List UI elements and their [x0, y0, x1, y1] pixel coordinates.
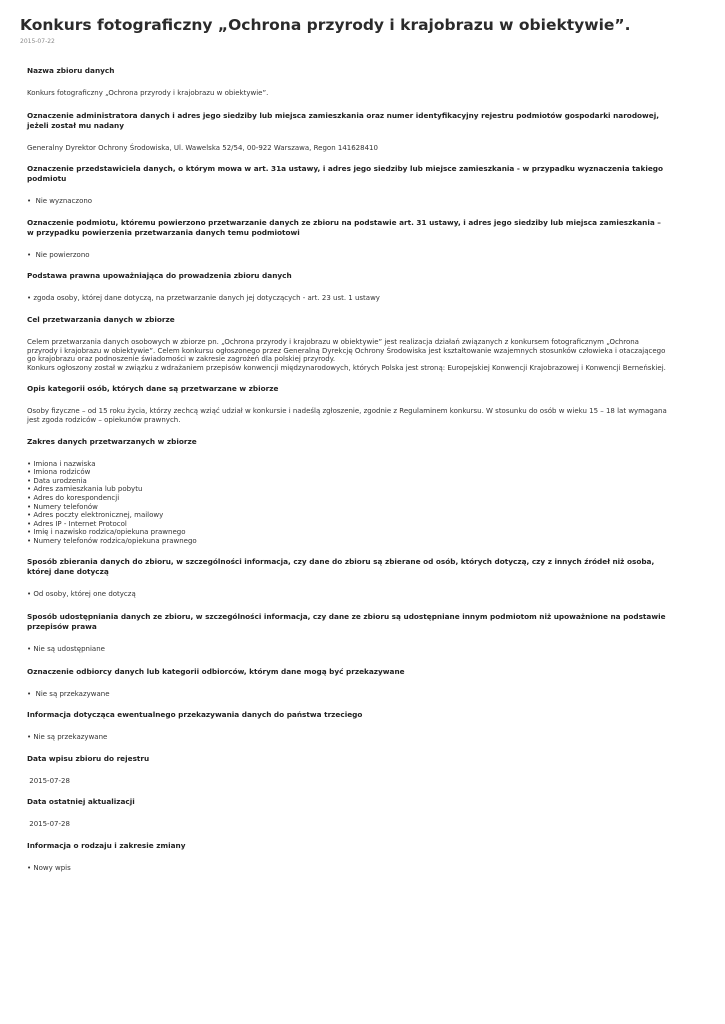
section-value [27, 690, 667, 699]
value-text: • Nie powierzono [27, 250, 90, 259]
list-item: • Adres IP - Internet Protocol [27, 519, 127, 528]
section-value [27, 590, 667, 599]
page-title: Konkurs fotograficzny „Ochrona przyrody i krajobrazu w obiektywie”. [20, 16, 631, 34]
section-heading: Oznaczenie administratora danych i adres jego siedziby lub miejsca zamieszkania oraz numer identyfikacyjny rejestru podmiotów gospodarki narodowej, jeżeli został mu nadany [27, 110, 660, 130]
section-heading: Oznaczenie przedstawiciela danych, o którym mowa w art. 31a ustawy, i adres jego siedziby lub miejsce zamieszkania - w przypadku wyznaczenia takiego podmiotu [27, 164, 664, 184]
list-item: • Numery telefonów [27, 502, 98, 511]
section-heading: Cel przetwarzania danych w zbiorze [27, 314, 175, 324]
section-value [27, 733, 667, 742]
value-text: 2015-07-28 [27, 820, 70, 829]
value-text: • Nie wyznaczono [27, 197, 93, 206]
section-heading: Nazwa zbioru danych [27, 66, 115, 75]
section-value [27, 197, 667, 206]
data-scope-list [27, 460, 667, 546]
section-value [27, 645, 667, 654]
list-item: • Adres poczty elektronicznej, mailowy [27, 511, 164, 520]
list-item: • Imiona i nazwiska [27, 459, 96, 468]
section-heading: Informacja dotycząca ewentualnego przekazywania danych do państwa trzeciego [27, 710, 363, 720]
register-section [27, 797, 667, 829]
register-section [27, 612, 667, 654]
section-heading: Sposób zbierania danych do zbioru, w szczególności informacja, czy dane do zbioru są zbierane od osób, których dotyczą, czy z innych źródeł niż osoba, której dane dotyczą [27, 557, 655, 577]
value-text: • zgoda osoby, której dane dotyczą, na przetwarzanie danych jej dotyczących - art. 23 ust. 1 ustawy [27, 294, 380, 303]
register-section [27, 667, 667, 699]
register-entry [27, 66, 667, 885]
value-text: • Nowy wpis [27, 864, 71, 873]
value-text: • Nie są udostępniane [27, 645, 105, 654]
register-section [27, 164, 667, 206]
section-value [27, 251, 667, 260]
section-heading: Oznaczenie odbiorcy danych lub kategorii odbiorców, którym dane mogą być przekazywane [27, 666, 405, 676]
section-heading: Oznaczenie podmiotu, któremu powierzono przetwarzanie danych ze zbioru na podstawie art. 31 ustawy, i adres jego siedziby lub miejsca zamieszkania – w przypadku powierzenia przetwarzania danych temu podmiotowi [27, 217, 661, 237]
register-section [27, 384, 667, 424]
value-text: Celem przetwarzania danych osobowych w zbiorze pn. „Ochrona przyrody i krajobrazu w obiektywie” jest realizacja działań związanych z konkursem fotograficznym „Ochrona przyrody i krajobrazu w obiektywie”. Celem konkursu ogłoszonego przez Generalną Dyrekcję Ochrony Środowiska jest kształtowanie wzajemnych stosunków człowieka i otaczającego go krajobrazu oraz podnoszenie świadomości w zakresie zagrożeń dla polskiej przyrody. [27, 337, 668, 364]
register-section [27, 271, 667, 303]
section-value [27, 89, 667, 98]
register-section [27, 754, 667, 786]
register-section [27, 218, 667, 260]
section-heading: Opis kategorii osób, których dane są przetwarzane w zbiorze [27, 384, 279, 394]
section-heading: Informacja o rodzaju i zakresie zmiany [27, 841, 186, 851]
register-section [27, 557, 667, 599]
list-item: • Numery telefonów rodzica/opiekuna prawnego [27, 536, 197, 545]
value-text: 2015-07-28 [27, 776, 70, 785]
list-item: • Adres do korespondencji [27, 493, 120, 502]
list-item: • Data urodzenia [27, 476, 87, 485]
section-value [27, 777, 667, 786]
section-value [27, 864, 667, 873]
section-value [27, 338, 667, 372]
value-text: Osoby fizyczne – od 15 roku życia, którzy zechcą wziąć udział w konkursie i nadeślą zgłoszenie, zgodnie z Regulaminem konkursu. W stosunku do osób w wieku 15 – 18 lat wymagana jest zgoda rodziców – opiekunów prawnych. [27, 407, 669, 424]
section-heading: Data ostatniej aktualizacji [27, 797, 135, 807]
section-heading: Sposób udostępniania danych ze zbioru, w szczególności informacja, czy dane ze zbioru są udostępniane innym podmiotom niż upoważnione na podstawie przepisów prawa [27, 612, 666, 632]
register-section [27, 841, 667, 873]
section-value [27, 460, 667, 546]
value-text: Konkurs ogłoszony został w związku z wdrażaniem przepisów konwencji międzynarodowych, których Polska jest stroną: Europejskiej Konwencji Krajobrazowej i Konwencji Berneńskiej. [27, 363, 666, 372]
section-heading: Podstawa prawna upoważniająca do prowadzenia zbioru danych [27, 271, 292, 281]
section-value [27, 294, 667, 303]
list-item: • Adres zamieszkania lub pobytu [27, 485, 143, 494]
register-section [27, 111, 667, 153]
register-section [27, 710, 667, 742]
value-text: • Nie są przekazywane [27, 689, 110, 698]
section-value [27, 144, 667, 153]
section-heading: Data wpisu zbioru do rejestru [27, 753, 150, 763]
register-section [27, 315, 667, 372]
value-text: • Od osoby, której one dotyczą [27, 590, 136, 599]
register-section [27, 437, 667, 546]
value-text: • Nie są przekazywane [27, 733, 108, 742]
list-item: • Imię i nazwisko rodzica/opiekuna prawnego [27, 528, 186, 537]
value-text: Konkurs fotograficzny „Ochrona przyrody i krajobrazu w obiektywie”. [27, 89, 269, 97]
register-section [27, 66, 667, 98]
section-value [27, 820, 667, 829]
section-value [27, 407, 667, 424]
value-text: Generalny Dyrektor Ochrony Środowiska, Ul. Wawelska 52/54, 00-922 Warszawa, Regon 141628410 [27, 143, 378, 152]
list-item: • Imiona rodziców [27, 468, 91, 477]
section-heading: Zakres danych przetwarzanych w zbiorze [27, 436, 197, 446]
publication-date: 2015-07-22 [20, 38, 55, 45]
